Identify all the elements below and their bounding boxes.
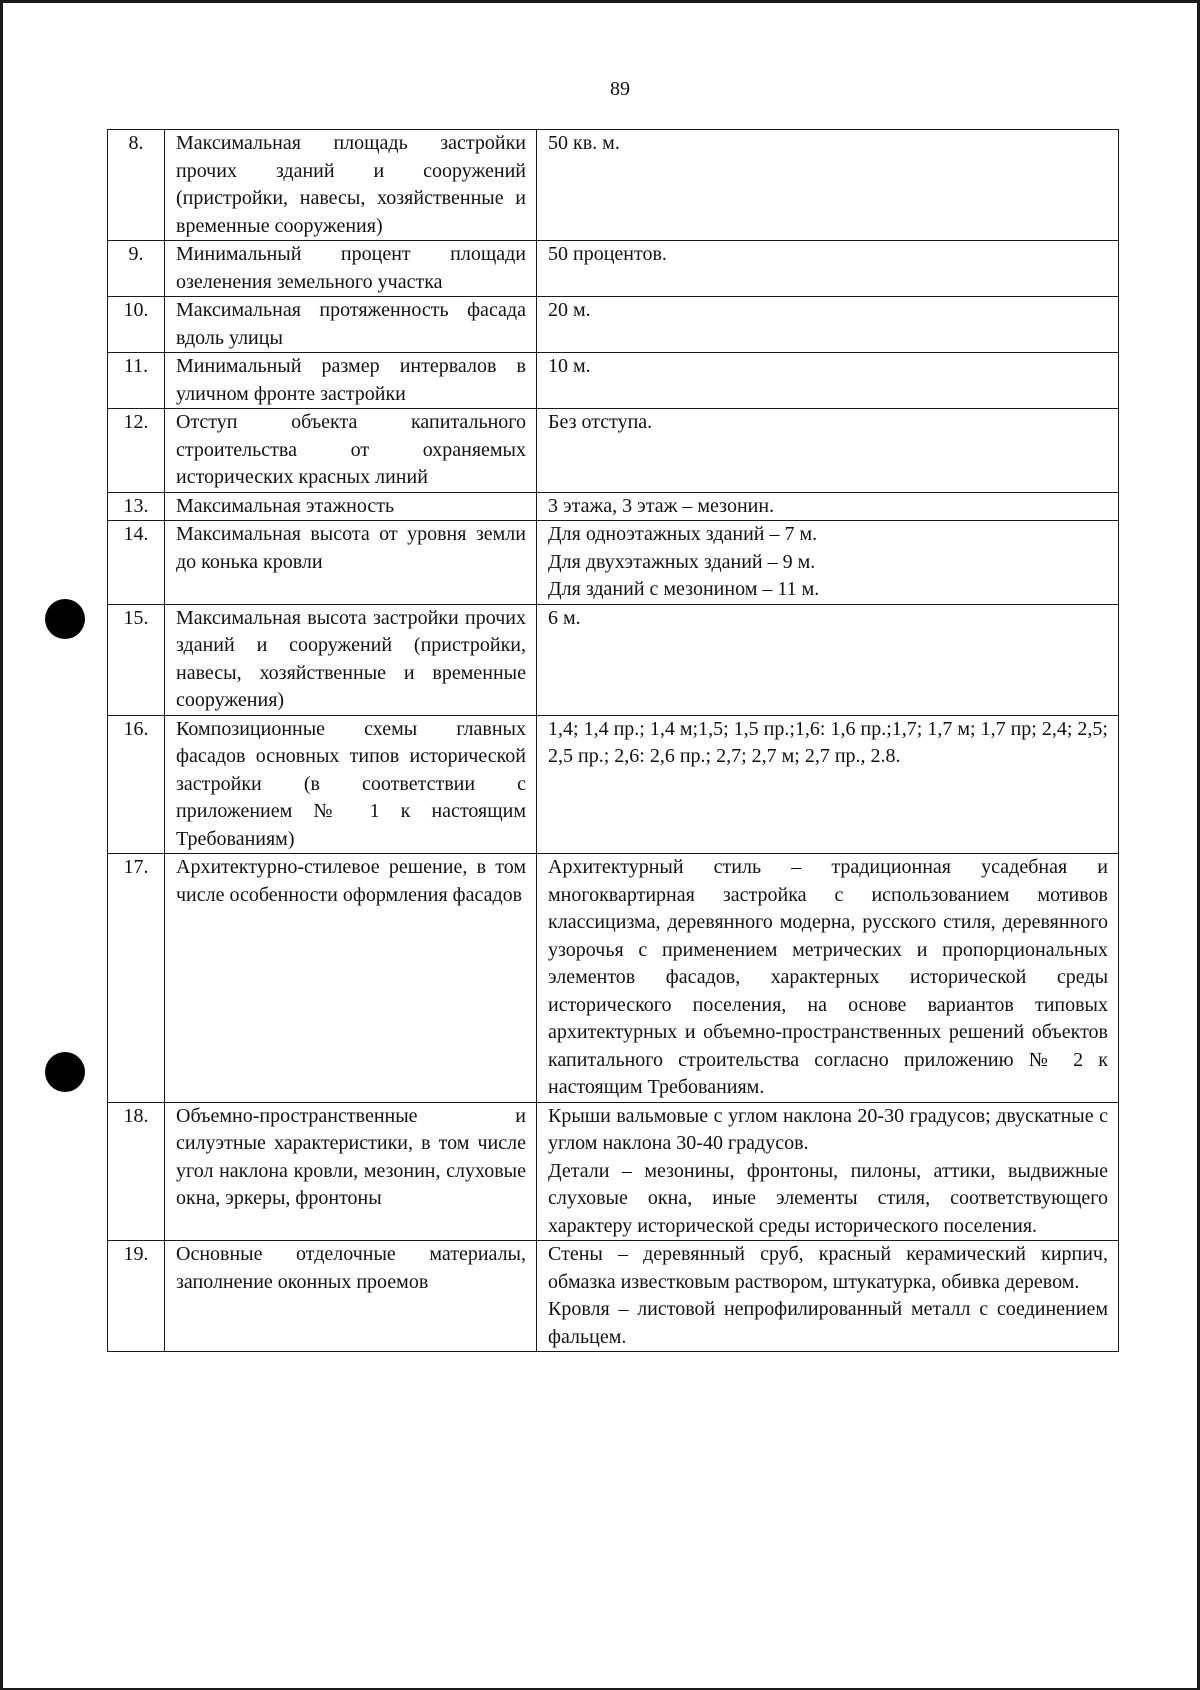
table-row (108, 409, 1119, 493)
page-number: 89 (610, 78, 630, 100)
value-paragraph: Кровля – листовой непрофилированный металл с соединением фальцем. (548, 1298, 1108, 1348)
value-paragraph: 50 кв. м. (548, 132, 620, 154)
parameter-value (537, 297, 1119, 353)
parameter-value (537, 521, 1119, 605)
value-paragraph: Стены – деревянный сруб, красный керамический кирпич, обмазка известковым раствором, штукатурка, обивка деревом. (548, 1243, 1108, 1293)
value-paragraph: 3 этажа, 3 этаж – мезонин. (548, 494, 775, 517)
row-number: 14. (108, 521, 165, 605)
row-number: 19. (108, 1241, 165, 1352)
table-row (108, 297, 1119, 353)
table-row (108, 604, 1119, 715)
value-line: Для двухэтажных зданий – 9 м. (548, 550, 816, 573)
parameter-value (537, 1241, 1119, 1352)
table-row (108, 715, 1119, 854)
parameter-name: Архитектурно-стилевое решение, в том числе особенности оформления фасадов (165, 854, 537, 1103)
value-line: Для зданий с мезонином – 11 м. (548, 578, 820, 600)
parameter-name: Отступ объекта капитального строительства от охраняемых исторических красных линий (165, 409, 537, 493)
row-number: 17. (108, 854, 165, 1103)
row-number: 16. (108, 715, 165, 854)
parameter-value (537, 604, 1119, 715)
parameter-value (537, 854, 1119, 1103)
parameter-value (537, 130, 1119, 241)
value-paragraph: 1,4; 1,4 пр.; 1,4 м;1,5; 1,5 пр.;1,6: 1,6 пр.;1,7; 1,7 м; 1,7 пр; 2,4; 2,5; 2,5 пр.; 2,6: 2,6 пр.; 2,7; 2,7 м; 2,7 пр., 2.8. (548, 717, 1108, 767)
requirements-table (107, 129, 1119, 1352)
parameter-name: Максимальная этажность (165, 492, 537, 521)
table-row (108, 1102, 1119, 1241)
parameter-name: Объемно-пространственные и силуэтные характеристики, в том числе угол наклона кровли, мезонин, слуховые окна, эркеры, фронтоны (165, 1102, 537, 1241)
parameter-name: Максимальная площадь застройки прочих зданий и сооружений (пристройки, навесы, хозяйственные и временные сооружения) (165, 130, 537, 241)
value-paragraph: 6 м. (548, 606, 581, 629)
parameter-name: Минимальный размер интервалов в уличном фронте застройки (165, 353, 537, 409)
row-number: 9. (108, 241, 165, 297)
value-paragraph: Без отступа. (548, 411, 653, 433)
table-row (108, 1241, 1119, 1352)
row-number: 8. (108, 130, 165, 241)
row-number: 18. (108, 1102, 165, 1241)
parameter-name: Основные отделочные материалы, заполнение оконных проемов (165, 1241, 537, 1352)
row-number: 13. (108, 492, 165, 521)
row-number: 11. (108, 353, 165, 409)
parameter-name: Минимальный процент площади озеленения земельного участка (165, 241, 537, 297)
table-row (108, 521, 1119, 605)
row-number: 10. (108, 297, 165, 353)
parameter-value (537, 715, 1119, 854)
value-line: Для одноэтажных зданий – 7 м. (548, 523, 818, 545)
table-row (108, 492, 1119, 521)
parameter-name: Максимальная высота от уровня земли до конька кровли (165, 521, 537, 605)
parameter-value (537, 241, 1119, 297)
table-row (108, 854, 1119, 1103)
parameter-name: Максимальная высота застройки прочих зданий и сооружений (пристройки, навесы, хозяйственные и временные сооружения) (165, 604, 537, 715)
punch-hole-mark (45, 1052, 85, 1092)
parameter-value (537, 353, 1119, 409)
parameter-value (537, 409, 1119, 493)
value-paragraph: 10 м. (548, 355, 591, 377)
row-number: 12. (108, 409, 165, 493)
table-row (108, 130, 1119, 241)
table-row (108, 353, 1119, 409)
value-paragraph: Детали – мезонины, фронтоны, пилоны, аттики, выдвижные слуховые окна, иные элементы стиля, соответствующего характеру исторической среды исторического поселения. (548, 1159, 1108, 1237)
value-paragraph: 50 процентов. (548, 243, 667, 265)
parameter-name: Композиционные схемы главных фасадов основных типов исторической застройки (в соответствии с приложением № 1 к настоящим Требованиям) (165, 715, 537, 854)
parameter-name: Максимальная протяженность фасада вдоль улицы (165, 297, 537, 353)
parameter-value (537, 492, 1119, 521)
value-paragraph: Архитектурный стиль – традиционная усадебная и многоквартирная застройка с использованием мотивов классицизма, деревянного модерна, русского стиля, деревянного узорочья с применением метрических и пропорциональных элементов фасадов, характерных исторической среды исторического поселения, на основе вариантов типовых архитектурных и объемно-пространственных решений объектов капитального строительства согласно приложению № 2 к настоящим Требованиям. (548, 856, 1108, 1098)
value-paragraph: 20 м. (548, 299, 591, 321)
value-paragraph: Крыши вальмовые с углом наклона 20-30 градусов; двускатные с углом наклона 30-40 градусов. (548, 1104, 1108, 1154)
row-number: 15. (108, 604, 165, 715)
parameter-value (537, 1102, 1119, 1241)
punch-hole-mark (45, 599, 85, 639)
table-row (108, 241, 1119, 297)
